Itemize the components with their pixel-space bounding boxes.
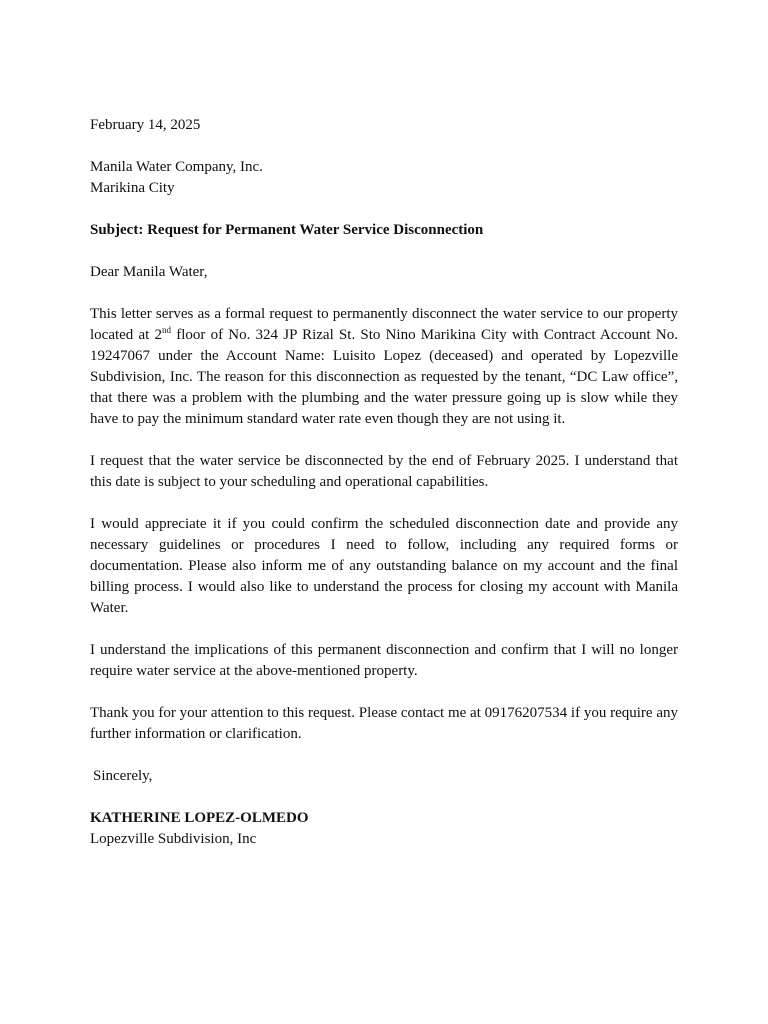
letter-subject: Subject: Request for Permanent Water Service Disconnection bbox=[90, 222, 484, 238]
letter-salutation: Dear Manila Water, bbox=[90, 264, 208, 280]
recipient-name: Manila Water Company, Inc. bbox=[90, 159, 263, 175]
signature-block bbox=[90, 808, 678, 850]
signature-organization: Lopezville Subdivision, Inc bbox=[90, 831, 257, 847]
letter-date: February 14, 2025 bbox=[90, 117, 201, 133]
letter-closing: Sincerely, bbox=[93, 768, 153, 784]
recipient-city: Marikina City bbox=[90, 180, 175, 196]
letter-body bbox=[90, 115, 678, 850]
paragraph-schedule: I request that the water service be disconnected by the end of February 2025. I understand that this date is subject to your scheduling and operational capabilities. bbox=[90, 453, 678, 490]
paragraph-implications: I understand the implications of this permanent disconnection and confirm that I will no longer require water service at the above-mentioned property. bbox=[90, 642, 678, 679]
paragraph-thanks: Thank you for your attention to this request. Please contact me at 09176207534 if you require any further information or clarification. bbox=[90, 705, 678, 742]
signature-name: KATHERINE LOPEZ-OLMEDO bbox=[90, 810, 309, 826]
paragraph-request-part2: floor of No. 324 JP Rizal St. Sto Nino Marikina City with Contract Account No. 19247067 under the Account Name: Luisito Lopez (deceased) and operated by Lopezville Subdivision, Inc. The reason for this disconnection as requested by the tenant, “DC Law office”, that there was a problem with the plumbing and the water pressure going up is slow while they have to pay the minimum standard water rate even though they are not using it. bbox=[90, 327, 678, 427]
paragraph-request-part1: This letter serves as a formal request to permanently disconnect the water service to our property located at 2 bbox=[90, 306, 678, 343]
paragraph-confirmation: I would appreciate it if you could confirm the scheduled disconnection date and provide any necessary guidelines or procedures I need to follow, including any required forms or documentation. Please also inform me of any outstanding balance on my account and the final billing process. I would also like to understand the process for closing my account with Manila Water. bbox=[90, 516, 678, 616]
recipient-block bbox=[90, 157, 678, 199]
floor-ordinal-suffix: nd bbox=[162, 325, 172, 335]
paragraph-request bbox=[90, 304, 678, 430]
